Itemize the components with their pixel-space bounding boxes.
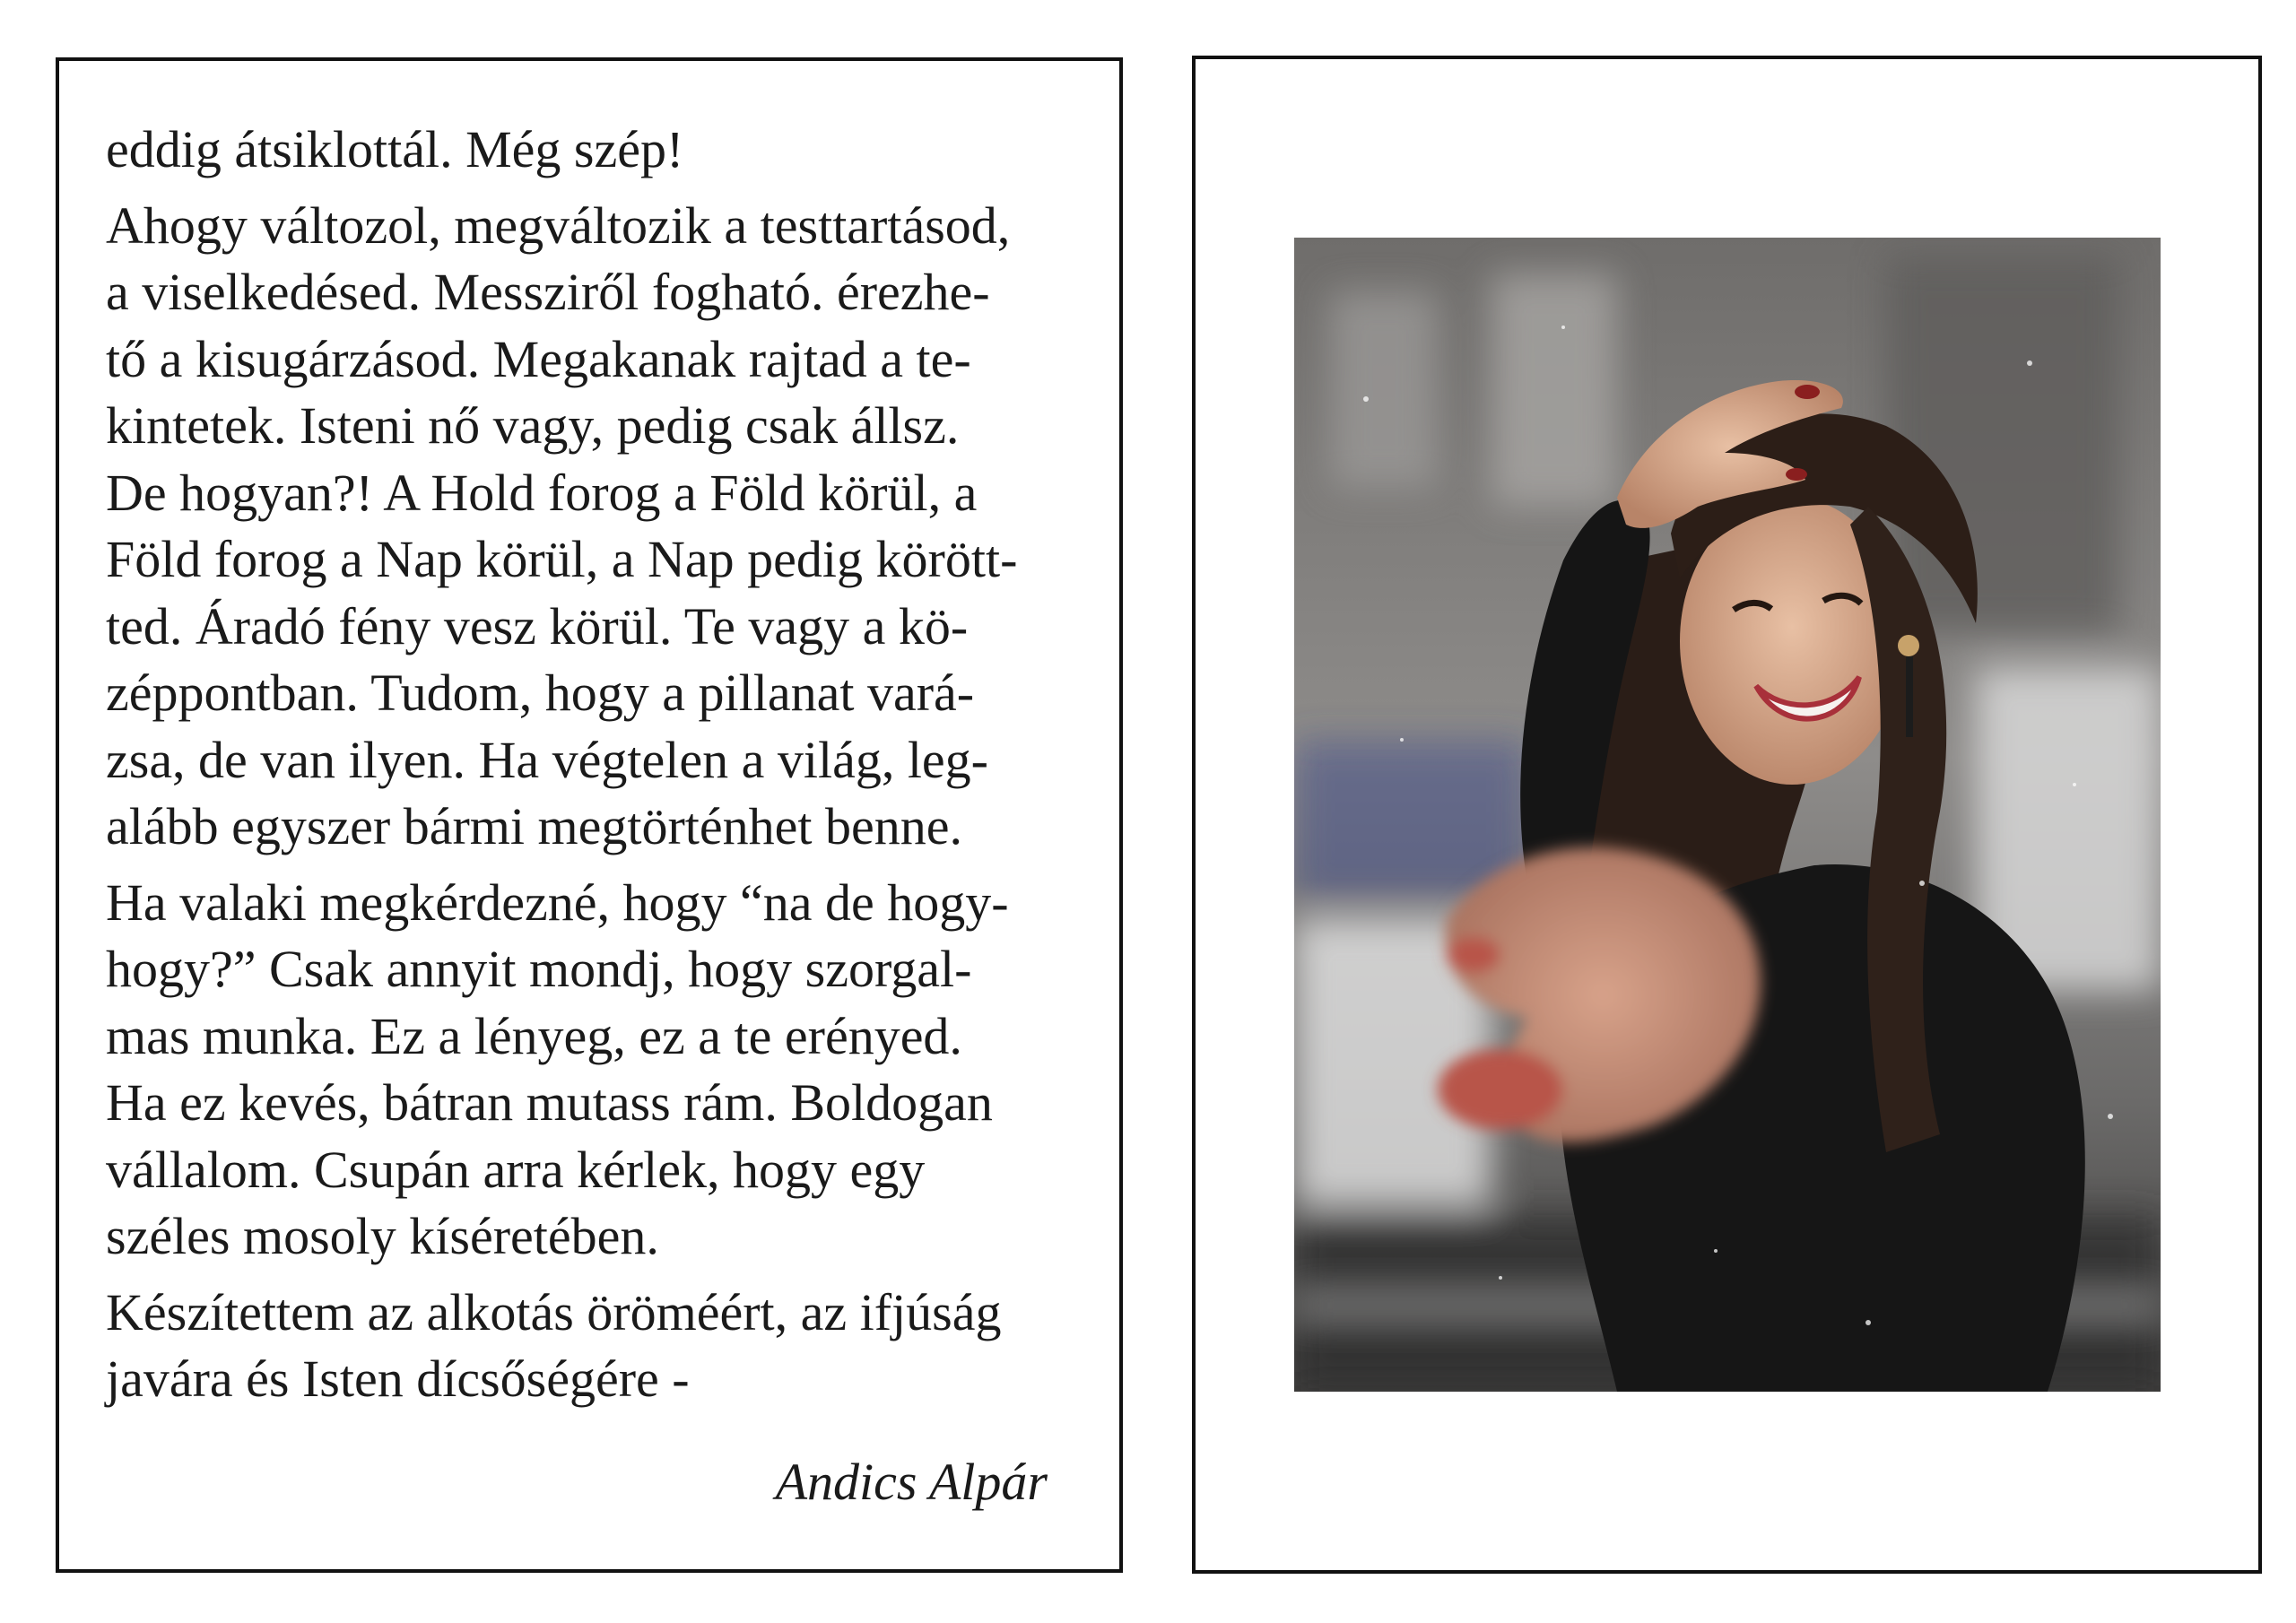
right-page (1192, 56, 2262, 1574)
paragraph-1 (106, 117, 1164, 184)
text-line: vállalom. Csupán arra kérlek, hogy egy (106, 1140, 926, 1199)
author-signature: Andics Alpár (775, 1453, 1048, 1511)
left-page (56, 57, 1123, 1573)
text-line: hogy?” Csak annyit mondj, hogy szorgal- (106, 940, 972, 998)
text-line: a viselkedésed. Messziről fogható. érezhe- (106, 263, 990, 321)
text-line: eddig átsiklottál. Még szép! (106, 120, 684, 178)
photo-smiling-woman-icon (1294, 238, 2161, 1392)
text-line: Ha valaki megkérdezné, hogy “na de hogy- (106, 872, 1009, 932)
text-line: alább egyszer bármi megtörténhet benne. (106, 797, 962, 855)
text-line: De hogyan?! A Hold forog a Föld körül, a (106, 463, 978, 522)
text-line: Ahogy változol, megváltozik a testtartásod, (106, 195, 1011, 255)
text-line: Ha ez kevés, bátran mutass rám. Boldogan (106, 1073, 993, 1132)
text-line: Készítettem az alkotás öröméért, az ifjúság (106, 1282, 1002, 1341)
text-line: kintetek. Isteni nő vagy, pedig csak állsz. (106, 396, 960, 455)
paragraph-4 (106, 1280, 1164, 1413)
text-line: Föld forog a Nap körül, a Nap pedig körött- (106, 530, 1018, 588)
poem-text (106, 117, 1164, 1422)
text-line: ted. Áradó fény vesz körül. Te vagy a kö- (106, 596, 969, 655)
paragraph-2 (106, 193, 1164, 861)
text-line: mas munka. Ez a lényeg, ez a te erényed. (106, 1006, 962, 1065)
text-line: zéppontban. Tudom, hogy a pillanat vará- (106, 664, 975, 722)
text-line: tő a kisugárzásod. Megakanak rajtad a te- (106, 329, 971, 388)
text-line: széles mosoly kíséretében. (106, 1207, 659, 1265)
text-line: javára és Isten dícsőségére - (106, 1350, 690, 1408)
paragraph-3 (106, 870, 1164, 1271)
text-line: zsa, de van ilyen. Ha végtelen a világ, leg- (106, 730, 988, 789)
